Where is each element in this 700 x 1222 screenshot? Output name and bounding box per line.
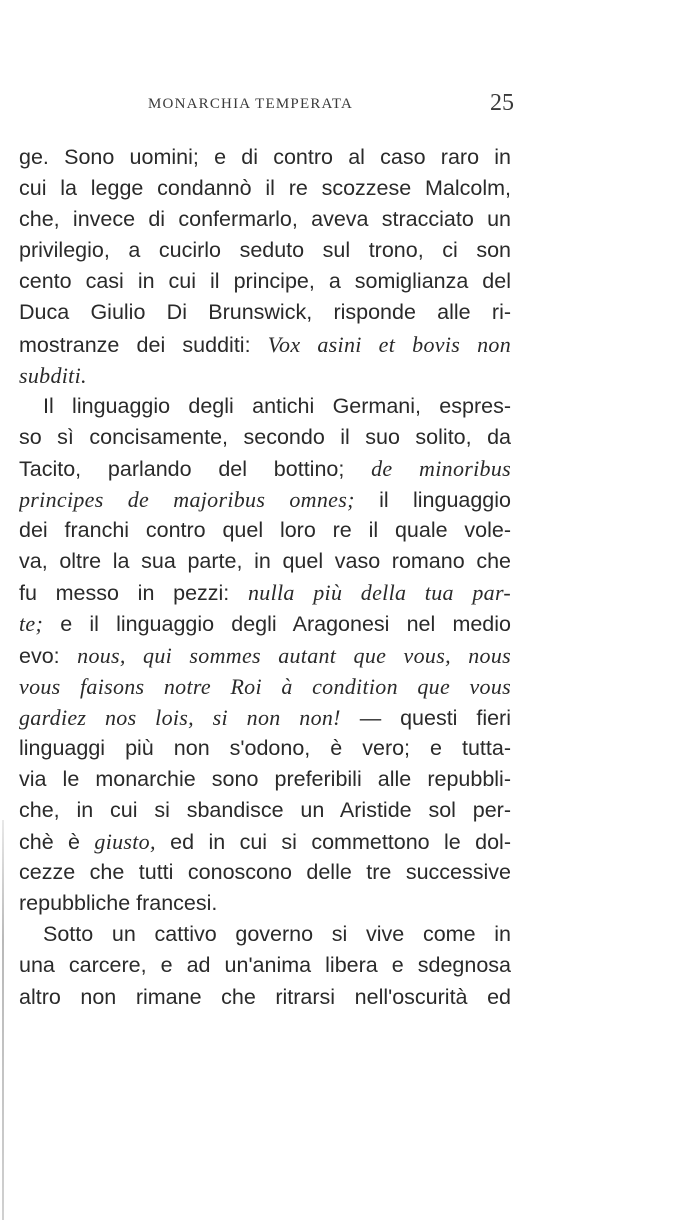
text-line <box>19 142 511 173</box>
italic-phrase: nulla più della tua par- <box>247 580 511 606</box>
text-run: dei franchi contro quel loro re il quale vole- <box>19 518 511 543</box>
text-line <box>19 950 511 981</box>
text-run: e il linguaggio degli Aragonesi nel medio <box>43 612 511 637</box>
italic-phrase: de minoribus <box>371 455 511 481</box>
text-line <box>19 329 511 360</box>
text-line <box>19 391 511 422</box>
text-line <box>19 297 511 328</box>
text-run: una carcere, e ad un'anima libera e sdegnosa <box>19 953 511 978</box>
text-line <box>19 888 511 919</box>
text-line <box>19 204 511 235</box>
text-line <box>19 702 511 733</box>
running-header <box>148 90 514 120</box>
text-line <box>19 577 511 608</box>
text-run: cento casi in cui il principe, a somiglianza del <box>19 269 511 294</box>
text-run: privilegio, a cucirlo seduto sul trono, ci son <box>19 238 511 263</box>
text-line <box>19 173 511 204</box>
text-line <box>19 919 511 950</box>
text-run: evo: <box>19 643 78 668</box>
text-run: Tacito, parlando del bottino; <box>19 456 372 481</box>
text-line <box>19 235 511 266</box>
body-text <box>19 142 511 1013</box>
text-line <box>19 453 511 484</box>
text-line <box>19 422 511 453</box>
italic-phrase: gardiez nos lois, si non non! <box>19 704 341 730</box>
text-line <box>19 982 511 1013</box>
italic-phrase: Vox asini et bovis non <box>267 331 511 357</box>
text-line <box>19 546 511 577</box>
italic-phrase: giusto, <box>94 829 156 855</box>
text-run: Duca Giulio Di Brunswick, risponde alle ri- <box>19 300 511 325</box>
text-run: mostranze dei sudditi: <box>19 332 268 357</box>
text-line <box>19 484 511 515</box>
text-line <box>19 515 511 546</box>
text-run: va, oltre la sua parte, in quel vaso romano che <box>19 549 511 574</box>
italic-phrase: nous, qui sommes autant que vous, nous <box>77 642 511 668</box>
text-run: ge. Sono uomini; e di contro al caso raro in <box>19 145 511 169</box>
text-run: so sì concisamente, secondo il suo solito, da <box>19 424 511 449</box>
text-run: che, in cui si sbandisce un Aristide sol per- <box>19 797 511 822</box>
text-line <box>19 671 511 702</box>
text-run: via le monarchie sono preferibili alle repubbli- <box>19 766 511 791</box>
text-line <box>19 857 511 888</box>
text-line <box>19 266 511 297</box>
text-run: altro non rimane che ritrarsi nell'oscurità ed <box>19 984 511 1009</box>
text-run: linguaggi più non s'odono, è vero; e tutta- <box>19 735 511 760</box>
text-run: Sotto un cattivo governo si vive come in <box>43 922 511 947</box>
text-line <box>19 826 511 857</box>
text-line <box>19 608 511 639</box>
italic-phrase: te; <box>19 611 44 637</box>
text-run: cui la legge condannò il re scozzese Malcolm, <box>19 176 511 201</box>
text-run: il linguaggio <box>354 488 511 513</box>
text-run: repubbliche francesi. <box>19 891 218 916</box>
running-title: MONARCHIA TEMPERATA <box>148 96 354 112</box>
text-line <box>19 764 511 795</box>
italic-phrase: principes de majoribus omnes; <box>19 487 355 513</box>
text-line <box>19 640 511 671</box>
text-run: cezze che tutti conoscono delle tre successive <box>19 860 511 885</box>
italic-phrase: vous faisons notre Roi à condition que vous <box>19 673 511 699</box>
text-run: ed in cui si commettono le dol- <box>155 830 511 855</box>
text-run: Il linguaggio degli antichi Germani, espres- <box>43 393 511 418</box>
italic-phrase: subditi. <box>19 362 87 388</box>
text-run: — questi fieri <box>340 705 511 730</box>
text-line <box>19 795 511 826</box>
text-run: fu messo in pezzi: <box>19 581 248 606</box>
page-edge-shadow <box>2 820 4 1220</box>
text-run: chè è <box>19 830 95 855</box>
page-number: 25 <box>490 90 514 116</box>
text-line <box>19 733 511 764</box>
text-line <box>19 360 511 391</box>
text-run: che, invece di confermarlo, aveva stracciato un <box>19 207 511 232</box>
